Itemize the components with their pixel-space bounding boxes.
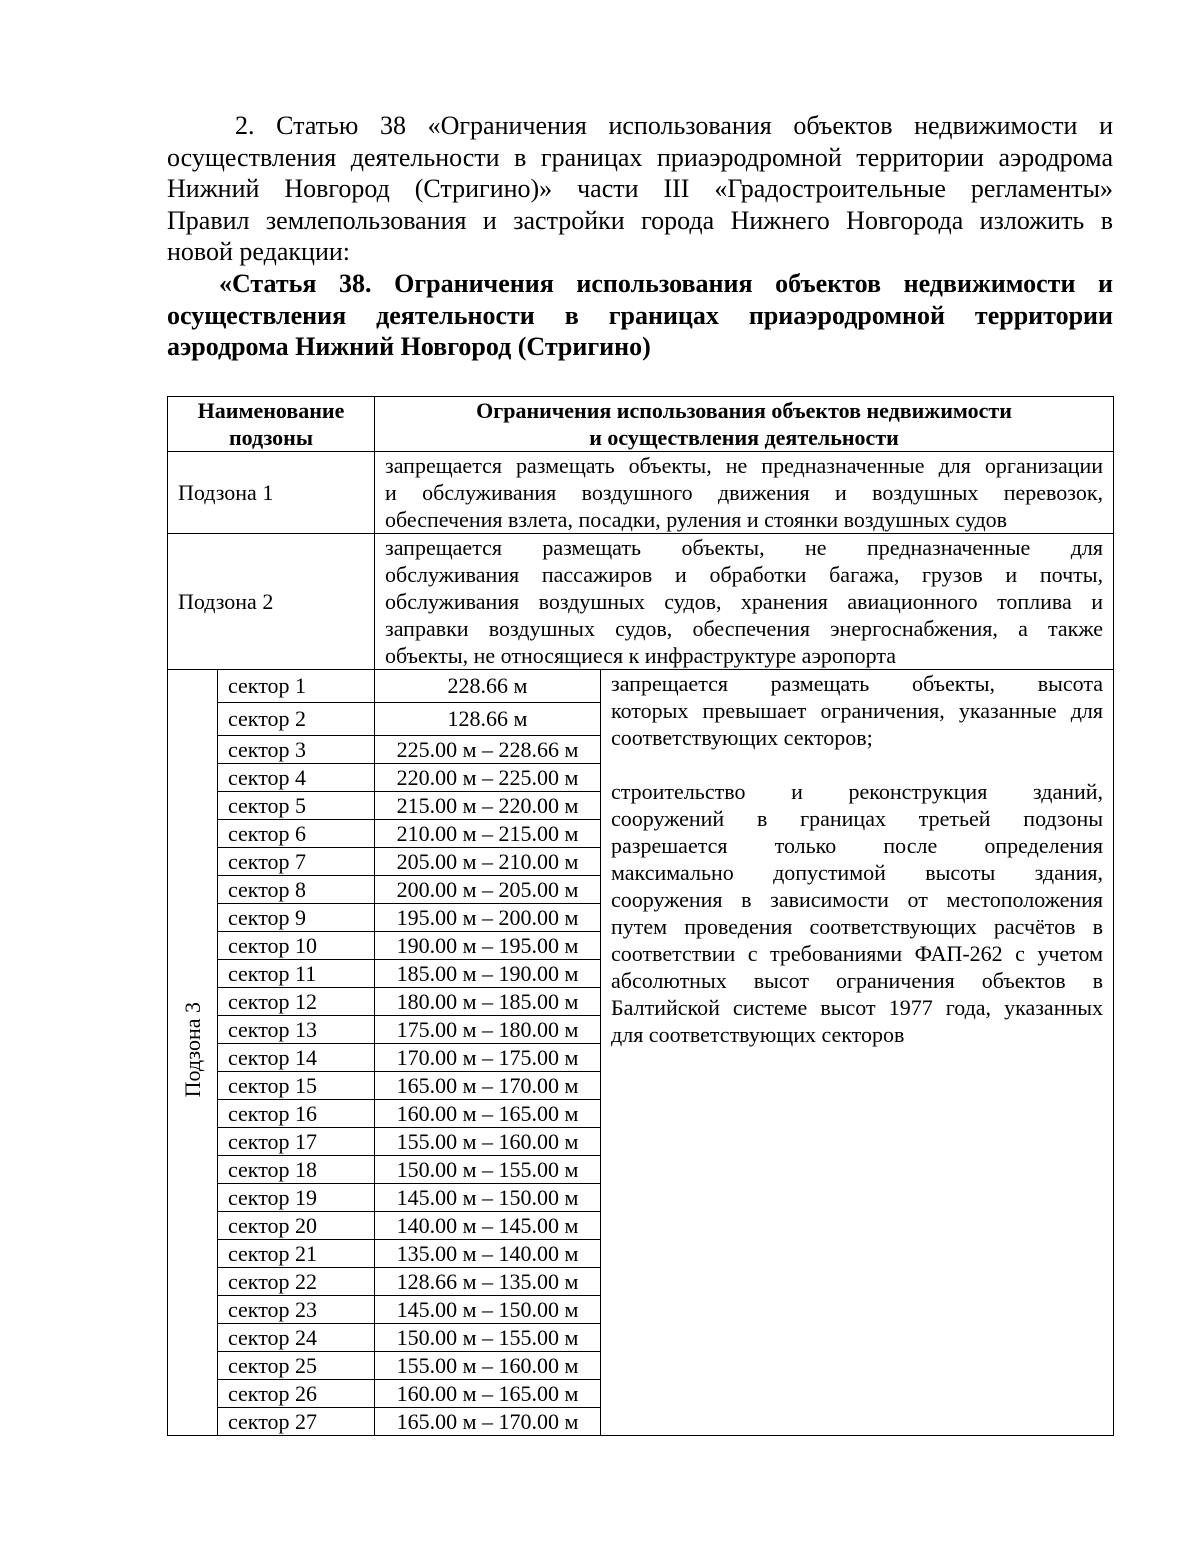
sector-height-limit: 145.00 м – 150.00 м — [375, 1184, 601, 1212]
sector-height-limit: 160.00 м – 165.00 м — [375, 1100, 601, 1128]
sector-height-limit: 155.00 м – 160.00 м — [375, 1128, 601, 1156]
heading-line: «Статья 38. Ограничения использования объектов недвижимости и — [219, 268, 1113, 298]
intro-line: новой редакции: — [167, 237, 350, 267]
sector-height-limit: 225.00 м – 228.66 м — [375, 736, 601, 764]
sector-name: сектор 20 — [218, 1212, 375, 1240]
text-line: сооружений в границах третьей подзоны — [611, 806, 1104, 831]
heading-line: осуществления деятельности в границах приаэродромной территории — [167, 300, 1113, 330]
sector-name: сектор 17 — [218, 1128, 375, 1156]
text-line: заправки воздушных судов, обеспечения энергоснабжения, а также — [385, 616, 1104, 641]
sector-height-limit: 200.00 м – 205.00 м — [375, 876, 601, 904]
zone1-restrictions — [375, 452, 1114, 534]
table-header-row — [168, 397, 1114, 452]
sector-name: сектор 27 — [218, 1408, 375, 1436]
sector-name: сектор 23 — [218, 1296, 375, 1324]
sector-height-limit: 175.00 м – 180.00 м — [375, 1016, 601, 1044]
zone2-row — [168, 534, 1114, 670]
sector-height-limit: 205.00 м – 210.00 м — [375, 848, 601, 876]
sector-name: сектор 6 — [218, 820, 375, 848]
heading-line: аэродрома Нижний Новгород (Стригино) — [167, 332, 651, 362]
sector-height-limit: 155.00 м – 160.00 м — [375, 1352, 601, 1380]
sector-height-limit: 150.00 м – 155.00 м — [375, 1156, 601, 1184]
sector-height-limit: 135.00 м – 140.00 м — [375, 1240, 601, 1268]
header-text: Наименование — [197, 398, 345, 423]
sector-height-limit: 195.00 м – 200.00 м — [375, 904, 601, 932]
sector-name: сектор 4 — [218, 764, 375, 792]
text-line: максимально допустимой высоты здания, — [611, 860, 1104, 885]
text-line: запрещается размещать объекты, не предназначенные для организации — [385, 453, 1104, 478]
sector-height-limit: 185.00 м – 190.00 м — [375, 960, 601, 988]
sector-name: сектор 9 — [218, 904, 375, 932]
header-zone-name — [168, 397, 375, 452]
sector-name: сектор 18 — [218, 1156, 375, 1184]
sector-height-limit: 228.66 м — [375, 670, 601, 703]
sector-name: сектор 7 — [218, 848, 375, 876]
text-line: объекты, не относящиеся к инфраструктуре аэропорта — [385, 643, 897, 668]
intro-paragraph — [167, 110, 1113, 268]
text-line: запрещается размещать объекты, не предназначенные для — [385, 535, 1104, 560]
sector-name: сектор 15 — [218, 1072, 375, 1100]
text-line: соответствии с требованиями ФАП-262 с учетом — [611, 941, 1104, 966]
article-heading — [167, 268, 1113, 363]
sector-name: сектор 8 — [218, 876, 375, 904]
text-line: абсолютных высот ограничения объектов в — [611, 968, 1104, 993]
sector-name: сектор 16 — [218, 1100, 375, 1128]
zone1-name: Подзона 1 — [168, 452, 375, 534]
text-line: обслуживания воздушных судов, хранения авиационного топлива и — [385, 589, 1104, 614]
header-restrictions — [375, 397, 1114, 452]
sector-name: сектор 25 — [218, 1352, 375, 1380]
sector-name: сектор 12 — [218, 988, 375, 1016]
text-line: которых превышает ограничения, указанные для — [611, 698, 1104, 723]
sector-name: сектор 24 — [218, 1324, 375, 1352]
text-line: строительство и реконструкция зданий, — [611, 779, 1104, 804]
intro-line: Нижний Новгород (Стригино)» части III «Градостроительные регламенты» — [167, 174, 1113, 204]
text-line: для соответствующих секторов — [611, 1022, 905, 1047]
sector-height-limit: 180.00 м – 185.00 м — [375, 988, 601, 1016]
sector-name: сектор 10 — [218, 932, 375, 960]
zone2-name: Подзона 2 — [168, 534, 375, 670]
sector-height-limit: 128.66 м – 135.00 м — [375, 1268, 601, 1296]
sector-name: сектор 5 — [218, 792, 375, 820]
zone3-name: Подзона 3 — [180, 1001, 205, 1098]
sector-row — [168, 670, 1114, 703]
sector-height-limit: 170.00 м – 175.00 м — [375, 1044, 601, 1072]
sector-name: сектор 3 — [218, 736, 375, 764]
sector-height-limit: 215.00 м – 220.00 м — [375, 792, 601, 820]
sector-height-limit: 160.00 м – 165.00 м — [375, 1380, 601, 1408]
sector-height-limit: 165.00 м – 170.00 м — [375, 1072, 601, 1100]
sector-name: сектор 22 — [218, 1268, 375, 1296]
text-line: запрещается размещать объекты, высота — [611, 671, 1104, 696]
sector-name: сектор 19 — [218, 1184, 375, 1212]
document-page — [167, 110, 1113, 363]
sector-name: сектор 1 — [218, 670, 375, 703]
sector-height-limit: 210.00 м – 215.00 м — [375, 820, 601, 848]
sector-height-limit: 150.00 м – 155.00 м — [375, 1324, 601, 1352]
text-line: сооружения в зависимости от местоположения — [611, 887, 1104, 912]
intro-line: 2. Статью 38 «Ограничения использования объектов недвижимости и — [235, 111, 1113, 140]
text-line: Балтийской системе высот 1977 года, указанных — [611, 995, 1104, 1020]
zone3-restrictions — [601, 670, 1114, 1436]
text-line: соответствующих секторов; — [611, 725, 873, 750]
sector-name: сектор 13 — [218, 1016, 375, 1044]
sector-height-limit: 165.00 м – 170.00 м — [375, 1408, 601, 1436]
zone1-row — [168, 452, 1114, 534]
text-line: и обслуживания воздушного движения и воздушных перевозок, — [385, 480, 1104, 505]
sector-height-limit: 145.00 м – 150.00 м — [375, 1296, 601, 1324]
header-text: и осуществления деятельности — [589, 425, 899, 450]
header-text: Ограничения использования объектов недвижимости — [476, 398, 1012, 423]
header-text: подзоны — [229, 425, 314, 450]
text-line: обеспечения взлета, посадки, руления и стоянки воздушных судов — [385, 507, 1008, 532]
sector-name: сектор 26 — [218, 1380, 375, 1408]
text-line: путем проведения соответствующих расчётов в — [611, 914, 1104, 939]
sector-height-limit: 140.00 м – 145.00 м — [375, 1212, 601, 1240]
intro-line: осуществления деятельности в границах приаэродромной территории аэродрома — [167, 142, 1113, 172]
sector-height-limit: 220.00 м – 225.00 м — [375, 764, 601, 792]
zone3-name-cell — [168, 670, 218, 1436]
text-line: разрешается только после определения — [611, 833, 1104, 858]
sector-name: сектор 21 — [218, 1240, 375, 1268]
restrictions-table — [167, 396, 1114, 1436]
sector-name: сектор 11 — [218, 960, 375, 988]
sector-name: сектор 2 — [218, 703, 375, 736]
intro-line: Правил землепользования и застройки города Нижнего Новгорода изложить в — [167, 205, 1113, 235]
sector-name: сектор 14 — [218, 1044, 375, 1072]
text-line: обслуживания пассажиров и обработки багажа, грузов и почты, — [385, 562, 1104, 587]
sector-height-limit: 128.66 м — [375, 703, 601, 736]
sector-height-limit: 190.00 м – 195.00 м — [375, 932, 601, 960]
zone2-restrictions — [375, 534, 1114, 670]
